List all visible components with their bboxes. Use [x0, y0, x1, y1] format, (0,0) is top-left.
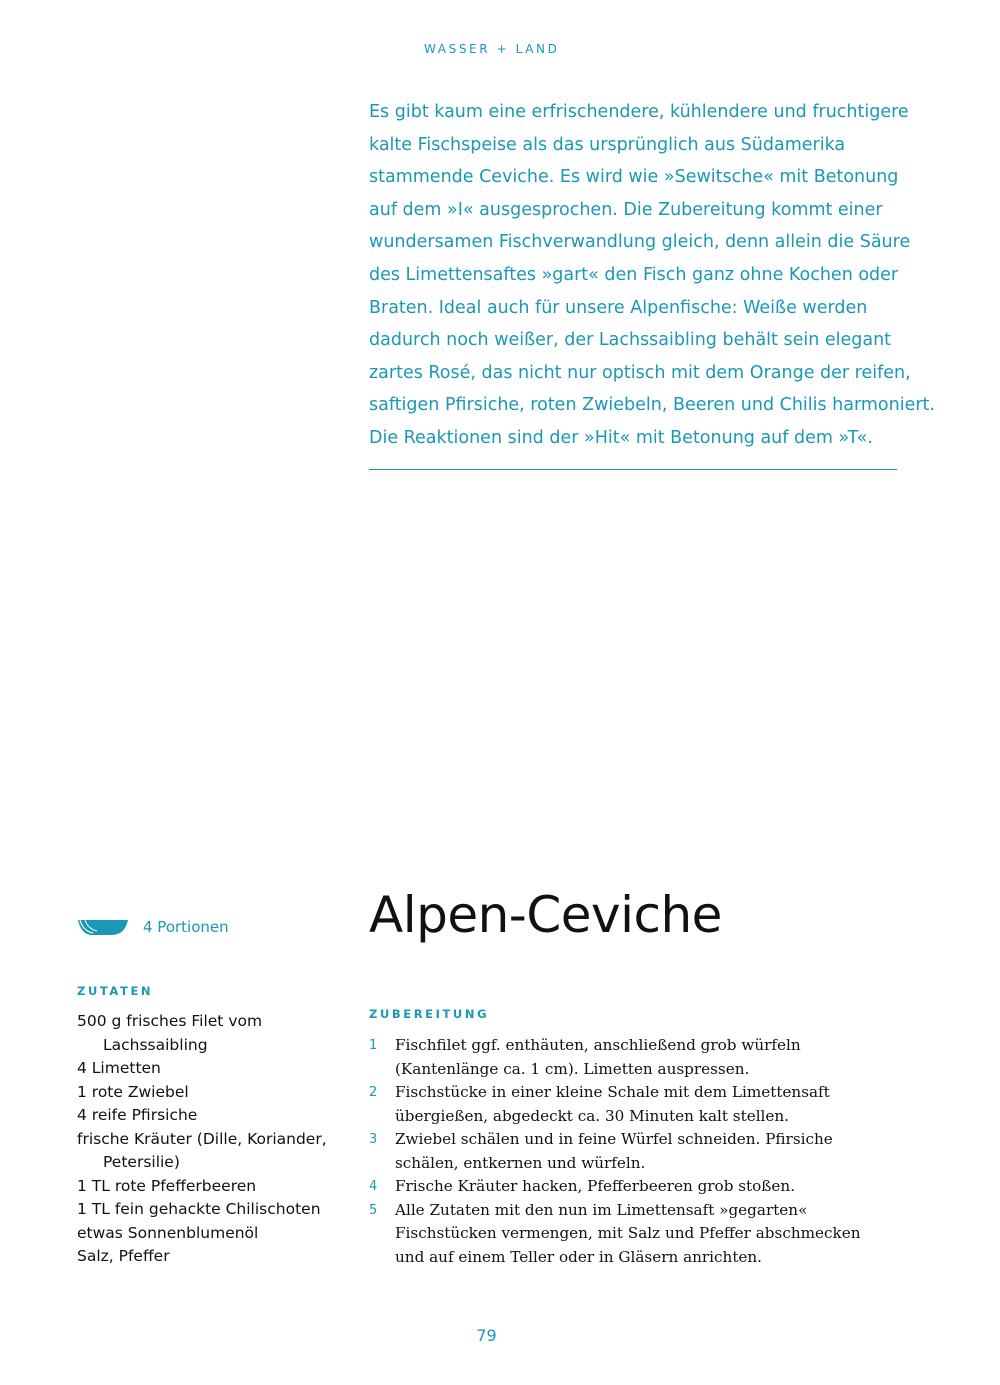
ingredient-item: 4 reife Pfirsiche [77, 1106, 198, 1124]
ingredient-item: 1 rote Zwiebel [77, 1082, 189, 1101]
preparation-steps [369, 1034, 889, 1269]
step-item [369, 1128, 889, 1175]
preparation-heading: ZUBEREITUNG [369, 1007, 490, 1021]
step-item [369, 1175, 889, 1199]
recipe-title: Alpen-Ceviche [369, 886, 722, 944]
intro-paragraph [369, 96, 935, 455]
ingredient-item: 4 Limetten [77, 1059, 161, 1077]
ingredients-list [77, 1010, 352, 1269]
intro-line: stammende Ceviche. Es wird wie »Sewitsche« mit Betonung [369, 167, 899, 188]
intro-line: kalte Fischspeise als das ursprünglich aus Südamerika [369, 134, 846, 155]
bowl-icon [77, 917, 129, 937]
intro-line: saftigen Pfirsiche, roten Zwiebeln, Beeren und Chilis harmoniert. [369, 395, 935, 416]
ingredient-item: frische Kräuter (Dille, Koriander, Petersilie) [77, 1129, 327, 1171]
step-text: Zwiebel schälen und in feine Würfel schneiden. Pfirsiche schälen, entkernen und würfeln. [395, 1130, 833, 1172]
intro-line: des Limettensaftes »gart« den Fisch ganz ohne Kochen oder [369, 264, 899, 285]
step-text: Alle Zutaten mit den nun im Limettensaft »gegarten« Fischstücken vermengen, mit Salz und Pfeffer abschmecken und auf einem Teller oder in Gläsern anrichten. [395, 1200, 861, 1266]
intro-line: auf dem »I« ausgesprochen. Die Zubereitung kommt einer [369, 199, 883, 220]
page-number: 79 [476, 1326, 497, 1345]
step-number: 2 [369, 1085, 378, 1100]
step-text: Fischstücke in einer kleine Schale mit dem Limettensaft übergießen, abgedeckt ca. 30 Minuten kalt stellen. [395, 1083, 830, 1125]
step-text: Fischfilet ggf. enthäuten, anschließend grob würfeln (Kantenlänge ca. 1 cm). Limetten auspressen. [395, 1036, 801, 1078]
ingredient-item: 1 TL rote Pfefferbeeren [77, 1176, 257, 1195]
step-text: Frische Kräuter hacken, Pfefferbeeren grob stoßen. [395, 1177, 796, 1195]
intro-line: wundersamen Fischverwandlung gleich, denn allein die Säure [369, 232, 911, 253]
step-item [369, 1081, 889, 1128]
intro-line: Braten. Ideal auch für unsere Alpenfische: Weiße werden [369, 297, 868, 318]
section-header: WASSER + LAND [424, 42, 560, 56]
ingredient-item: 1 TL fein gehackte Chilischoten [77, 1200, 321, 1218]
intro-line: zartes Rosé, das nicht nur optisch mit dem Orange der reifen, [369, 362, 911, 383]
ingredients-heading: ZUTATEN [77, 984, 154, 998]
step-number: 1 [369, 1038, 378, 1053]
intro-line: Die Reaktionen sind der »Hit« mit Betonung auf dem »T«. [369, 427, 873, 448]
step-number: 4 [369, 1179, 378, 1194]
step-number: 5 [369, 1202, 378, 1218]
portions-label: 4 Portionen [143, 918, 229, 936]
intro-line: Es gibt kaum eine erfrischendere, kühlendere und fruchtigere [369, 102, 909, 122]
step-number: 3 [369, 1132, 378, 1147]
ingredient-item: etwas Sonnenblumenöl [77, 1223, 259, 1242]
ingredient-item: 500 g frisches Filet vom Lachssaibling [77, 1012, 263, 1054]
step-item [369, 1199, 889, 1270]
intro-line: dadurch noch weißer, der Lachssaibling behält sein elegant [369, 330, 892, 351]
ingredient-item: Salz, Pfeffer [77, 1247, 170, 1265]
intro-divider [369, 469, 897, 470]
portions-info [77, 917, 229, 937]
step-item [369, 1034, 889, 1081]
